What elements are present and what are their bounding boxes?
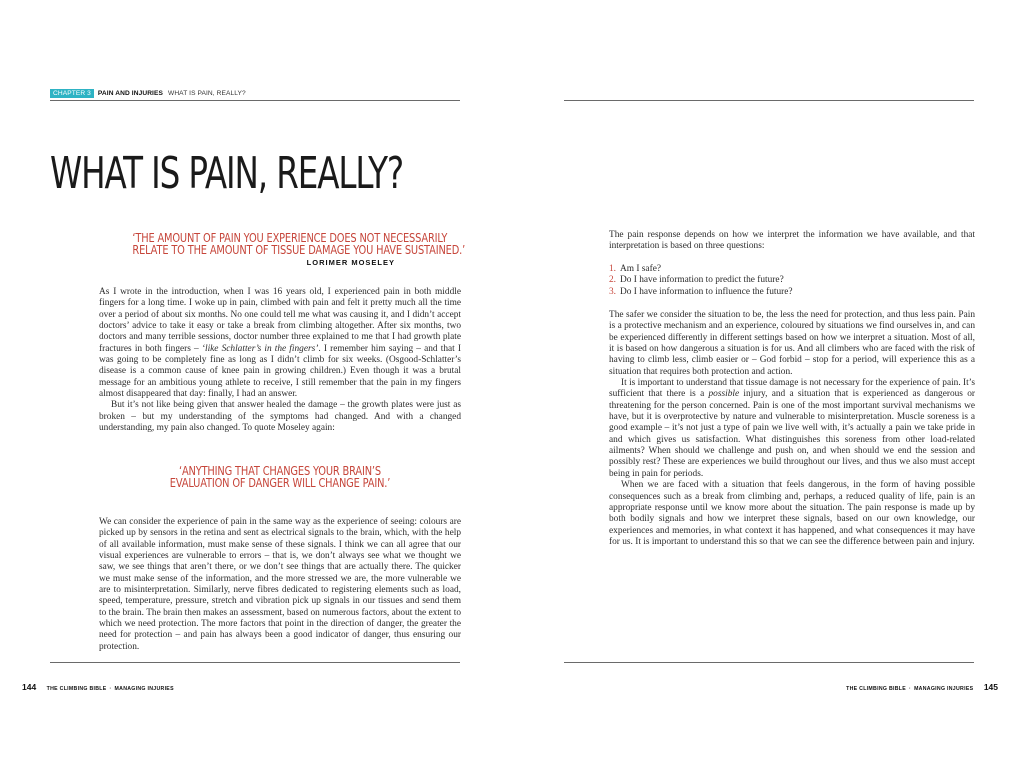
paragraph: We can consider the experience of pain in the same way as the experience of seeing: colours are picked up by sensors in the retina and sent as electrical signals to the brain, which, with the help of all available information, must make sense of these signals. I think we can all agree that our visual experiences are vulnerable to errors – that is, we don’t always see what we thought we saw, we see things that aren’t there, or we don’t see things that are actually there. The quicker we must make sense of the information, and the more stressed we are, the more vulnerable we are to misinterpretation. Similarly, nerve fibres dedicated to registering elements such as load, speed, temperature, pressure, stretch and vibration pick up signals in our tissues and send them to the brain. The brain then makes an assessment, based on numerous factors, about the extent to which we need protection. The more factors that point in the direction of danger, the greater the need for protection – and pain has always been a good indicator of danger, thus ensuring our protection.: [99, 517, 461, 652]
list-item: 3. Do I have information to influence the future?: [609, 286, 793, 297]
list-item: 2. Do I have information to predict the future?: [609, 275, 784, 286]
running-title: WHAT IS PAIN, REALLY?: [168, 90, 246, 97]
body-text-intro: [609, 230, 975, 253]
chapter-tag: CHAPTER 3: [50, 89, 94, 98]
paragraph: As I wrote in the introduction, when I was 16 years old, I experienced pain in both middle fingers for a long time. I woke up in pain, climbed with pain and felt it pretty much all the time over a period of about six months. No one could tell me what was causing it, and I didn’t accept doctors’ advice to take it easy or take a break from climbing altogether. After six months, two doctors and many terrible sessions, doctor number three explained to me that I had growth plate fractures in both fingers – ‘like Schlatter’s in the fingers’. I remember him saying – and that I was going to be completely fine as long as I didn’t climb for six weeks. (Osgood-Schlatter’s disease is a common cause of knee pain in growing children.) Even though it was a brutal message for an ambitious young athlete to receive, I still remember that the pain in my fingers almost disappeared that day: finally, I had an answer.: [99, 287, 461, 400]
emphasis: possible: [708, 389, 740, 400]
quote-line: EVALUATION OF DANGER WILL CHANGE PAIN.’: [169, 476, 391, 490]
list-item: 1. Am I safe?: [609, 264, 661, 274]
right-page: [512, 0, 1024, 768]
page-number: 144: [22, 682, 37, 692]
pull-quote: [100, 465, 460, 489]
footer-rule: [50, 662, 460, 663]
body-text-bottom: [99, 517, 461, 653]
book-title: THE CLIMBING BIBLE · MANAGING INJURIES: [46, 686, 174, 692]
emphasis: ‘like Schlatter’s in the fingers’: [201, 343, 319, 354]
page-number: 145: [983, 682, 998, 692]
book-title: THE CLIMBING BIBLE · MANAGING INJURIES: [846, 686, 974, 692]
question-list: [609, 264, 793, 298]
body-text-top: [99, 287, 461, 434]
paragraph: The safer we consider the situation to be, the less the need for protection, and thus less pain. Pain is a protective mechanism and an experience, coloured by situations we find ourselves in, and can be experienced differently in different settings based on how we interpret a situation. Most of all, it is based on how dangerous a situation is for us. And all climbers who are faced with the risk of having to climb less, climb easier or – God forbid – stop for a period, will experience this as a situation that requires both protection and action.: [609, 310, 975, 377]
quote-line: ‘ANYTHING THAT CHANGES YOUR BRAIN’S: [179, 464, 381, 478]
running-head: [50, 89, 246, 98]
quote-line: RELATE TO THE AMOUNT OF TISSUE DAMAGE YOU HAVE SUSTAINED.’: [132, 243, 466, 257]
quote-line: ‘THE AMOUNT OF PAIN YOU EXPERIENCE DOES NOT NECESSARILY: [132, 231, 448, 245]
pull-quote: [100, 231, 466, 267]
paragraph: It is important to understand that tissue damage is not necessary for the experience of pain. It’s sufficient that there is a possible injury, and a situation that is experienced as dangerous or threatening for the person concerned. Pain is one of the most important survival mechanisms we have, but it is overprotective by nature and vulnerable to misinterpretation. Muscle soreness is a good example – it’s not just a type of pain we live well with, it’s actually a pain we take pride in and which gives us satisfaction. What distinguishes this soreness from other load-related ailments? When should we challenge and push on, and when should we end the session and possibly rest? These are experiences we build throughout our lives, and thus we also must accept being in pain for periods.: [609, 378, 975, 479]
paragraph: The pain response depends on how we interpret the information we have available, and that interpretation is based on three questions:: [609, 230, 975, 252]
folio: [840, 677, 998, 695]
section-tag: PAIN AND INJURIES: [97, 90, 163, 97]
header-rule: [50, 100, 460, 101]
paragraph: When we are faced with a situation that feels dangerous, in the form of having possible consequences such as a break from climbing and, perhaps, a reduced quality of life, pain is an appropriate response until we know more about the situation. The pain response is made up by both bodily signals and how we interpret these signals, based on our own knowledge, our experiences and memories, in what context it has happened, and what consequences it may have for us. It is important to understand this so that we can see the difference between pain and injury.: [609, 480, 975, 547]
body-text-main: [609, 310, 975, 548]
header-rule: [564, 100, 974, 101]
folio: [22, 677, 180, 695]
page-title: WHAT IS PAIN, REALLY?: [50, 148, 404, 199]
quote-attribution: LORIMER MOSELEY: [306, 258, 395, 267]
footer-rule: [564, 662, 974, 663]
paragraph: But it’s not like being given that answer healed the damage – the growth plates were just as broken – but my understanding of the symptoms had changed. And with a changed understanding, my pain also changed. To quote Moseley again:: [99, 400, 461, 434]
